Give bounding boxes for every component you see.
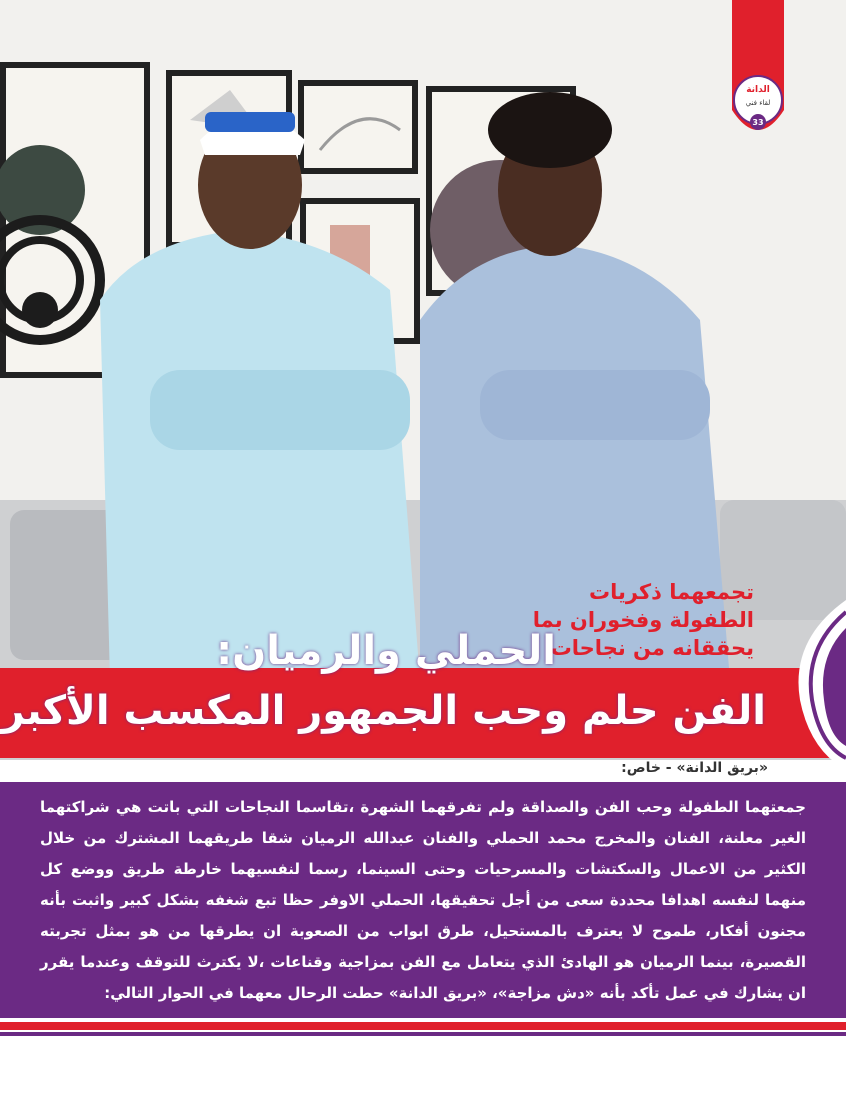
headline-line-1: الحملي والرميان:: [216, 628, 556, 674]
article-body-box: [0, 782, 846, 1018]
page-number: 33: [752, 118, 764, 127]
subtitle-line-2: الطفولة وفخوران بما: [532, 608, 754, 632]
byline: «بريق الدانة» - خاص:: [621, 760, 768, 776]
corner-ornament: [770, 600, 846, 770]
subtitle-line-3: يحققانه من نجاحات: [550, 636, 754, 660]
article-body-text: جمعتهما الطفولة وحب الفن والصداقة ولم تفرقهما الشهرة ،تقاسما النجاحات التي باتت هي شراكتهما الغير معلنة، الفنان والمخرج محمد الحملي والفنان عبدالله الرميان شقا طريقهما المشترك من خلال الكثير من الاعمال والسكتشات والمسرحيات وحتى السينما، رسما لنفسيهما خارطة طريق ووضع كل منهما لنفسه اهدافا محددة سعى من أجل تحقيقها، الحملي الاوفر حظا تبع شغفه بشكل كبير واثبت بأنه مجنون أفكار، طموح لا يعترف بالمستحيل، طرق ابواب من الصعوبة ان يطرقها من هو بمثل تجربته القصيرة، بينما الرميان هو الهادئ الذي يتعامل مع الفن بمزاجية وقناعات ،لا يكترث للتوقف وعندما يقرر ان يشارك في عمل تأكد بأنه «دش مزاجة»، «بريق الدانة» حطت الرحال معهما في الحوار التالي:: [40, 798, 806, 1002]
bottom-rule-purple: [0, 1032, 846, 1036]
bottom-rule-red: [0, 1022, 846, 1030]
wall-frame-3: [298, 80, 418, 174]
section-badge: [732, 0, 784, 145]
headline-line-2: الفن حلم وحب الجمهور المكسب الأكبر: [1, 688, 766, 734]
badge-section-label: لقاء فني: [745, 99, 771, 107]
subtitle-line-1: تجمعهما ذكريات: [588, 580, 754, 604]
badge-logo: الدانة: [746, 85, 770, 95]
